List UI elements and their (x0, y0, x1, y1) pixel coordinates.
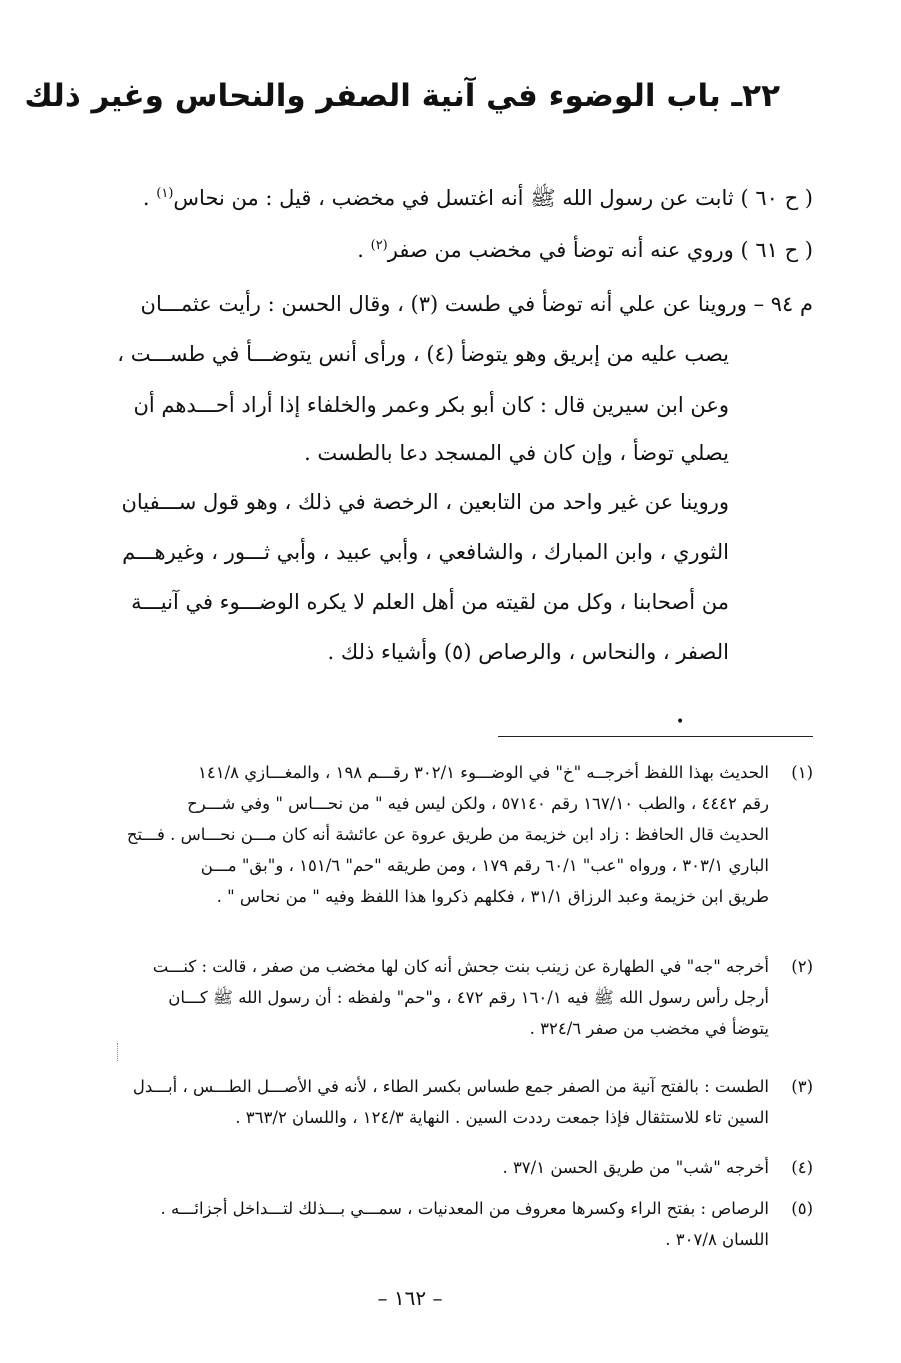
footnote-ref: (١) (156, 186, 174, 201)
hadith-text: ( ح ٦٠ ) ثابت عن رسول الله ﷺ أنه اغتسل في مخضب ، قيل : من نحاس (173, 186, 813, 210)
hadith-end: . (142, 186, 157, 210)
footnote-text (88, 1193, 769, 1255)
footnote-2 (88, 951, 813, 1044)
footnote-line: الرصاص : بفتح الراء وكسرها معروف من المعدنيات ، سمـــي بـــذلك لتـــداخل أجزائـــه . (160, 1199, 769, 1218)
footnote-1 (88, 757, 813, 912)
margin-mark (117, 1043, 119, 1061)
body-line-1: وروينا عن غير واحد من التابعين ، الرخصة في ذلك ، وهو قول ســـفيان (121, 490, 729, 514)
dot-mark: • (676, 714, 685, 730)
page-number: – ١٦٢ – (377, 1286, 443, 1310)
footnote-text (88, 1071, 769, 1133)
footnote-text (88, 951, 769, 1044)
hadith-text: ( ح ٦١ ) وروي عنه أنه توضأ في مخضب من صفر (387, 238, 813, 262)
footnote-number: (٣) (791, 1077, 813, 1096)
body-line-4: الصفر ، والنحاس ، والرصاص (٥) وأشياء ذلك . (327, 640, 729, 664)
body-line-2: الثوري ، وابن المبارك ، والشافعي ، وأبي عبيد ، وأبي ثـــور ، وغيرهـــم (122, 540, 729, 564)
footnote-number: (١) (791, 763, 813, 782)
footnote-line: اللسان ٣٠٧/٨ . (665, 1230, 769, 1249)
footnote-divider (498, 736, 813, 737)
footnote-number: (٢) (791, 957, 813, 976)
footnote-line: أخرجه "شب" من طريق الحسن ٣٧/١ . (502, 1158, 769, 1177)
footnote-line: رقم ٤٤٤٢ ، والطب ١٦٧/١٠ رقم ٥٧١٤٠ ، ولكن ليس فيه " من نحـــاس " وفي شـــرح (187, 794, 769, 813)
footnote-line: الباري ٣٠٣/١ ، ورواه "عب" ٦٠/١ رقم ١٧٩ ، ومن طريقه "حم" ١٥١/٦ ، و"بق" مـــن (200, 856, 769, 875)
hadith-61 (357, 238, 813, 262)
footnote-line: أرجل رأس رسول الله ﷺ فيه ١٦٠/١ رقم ٤٧٢ ، و"حم" ولفظه : أن رسول الله ﷺ كـــان (168, 988, 769, 1007)
masala-line-1: م ٩٤ – وروينا عن علي أنه توضأ في طست (٣) ، وقال الحسن : رأيت عثمـــان (140, 292, 813, 316)
hadith-60 (143, 185, 813, 216)
footnote-number: (٥) (791, 1199, 813, 1218)
hadith-end: . (357, 238, 371, 262)
chapter-title: ٢٢ـ باب الوضوء في آنية الصفر والنحاس وغير ذلك (24, 78, 780, 114)
footnote-line: أخرجه "جه" في الطهارة عن زينب بنت جحش أنه كان لها مخضب من صفر ، قالت : كنـــت (152, 957, 769, 976)
masala-line-3: وعن ابن سيرين قال : كان أبو بكر وعمر والخلفاء إذا أراد أحـــدهم أن (133, 393, 729, 417)
masala-line-4: يصلي توضأ ، وإن كان في المسجد دعا بالطست . (304, 441, 729, 465)
footnote-3 (88, 1071, 813, 1133)
footnote-text (88, 757, 769, 912)
masala-line-2: يصب عليه من إبريق وهو يتوضأ (٤) ، ورأى أنس يتوضـــأ في طســـت ، (117, 342, 729, 366)
footnote-text (88, 1152, 769, 1183)
footnote-line: الحديث بهذا اللفظ أخرجــه "خ" في الوضـــوء ٣٠٢/١ رقـــم ١٩٨ ، والمغـــازي ١٤١/٨ (198, 763, 769, 782)
footnote-4 (88, 1152, 813, 1183)
footnote-number: (٤) (791, 1158, 813, 1177)
footnote-line: الطست : بالفتح آنية من الصفر جمع طساس بكسر الطاء ، لأنه في الأصـــل الطـــس ، أبـــدل (132, 1077, 769, 1096)
footnote-ref: (٢) (370, 238, 388, 253)
footnote-line: الحديث قال الحافظ : زاد ابن خزيمة من طريق عروة عن عائشة أنه كان مـــن نحـــاس . فـــتح (126, 825, 769, 844)
footnote-line: يتوضأ في مخضب من صفر ٣٢٤/٦ . (529, 1019, 769, 1038)
footnote-line: السين تاء للاستثقال فإذا جمعت رددت السين . النهاية ١٢٤/٣ ، واللسان ٣٦٣/٢ . (235, 1108, 769, 1127)
body-line-3: من أصحابنا ، وكل من لقيته من أهل العلم لا يكره الوضـــوء في آنيـــة (131, 590, 729, 614)
footnote-5 (88, 1193, 813, 1255)
footnote-line: طريق ابن خزيمة وعبد الرزاق ٣١/١ ، فكلهم ذكروا هذا اللفظ وفيه " من نحاس " . (216, 887, 769, 906)
